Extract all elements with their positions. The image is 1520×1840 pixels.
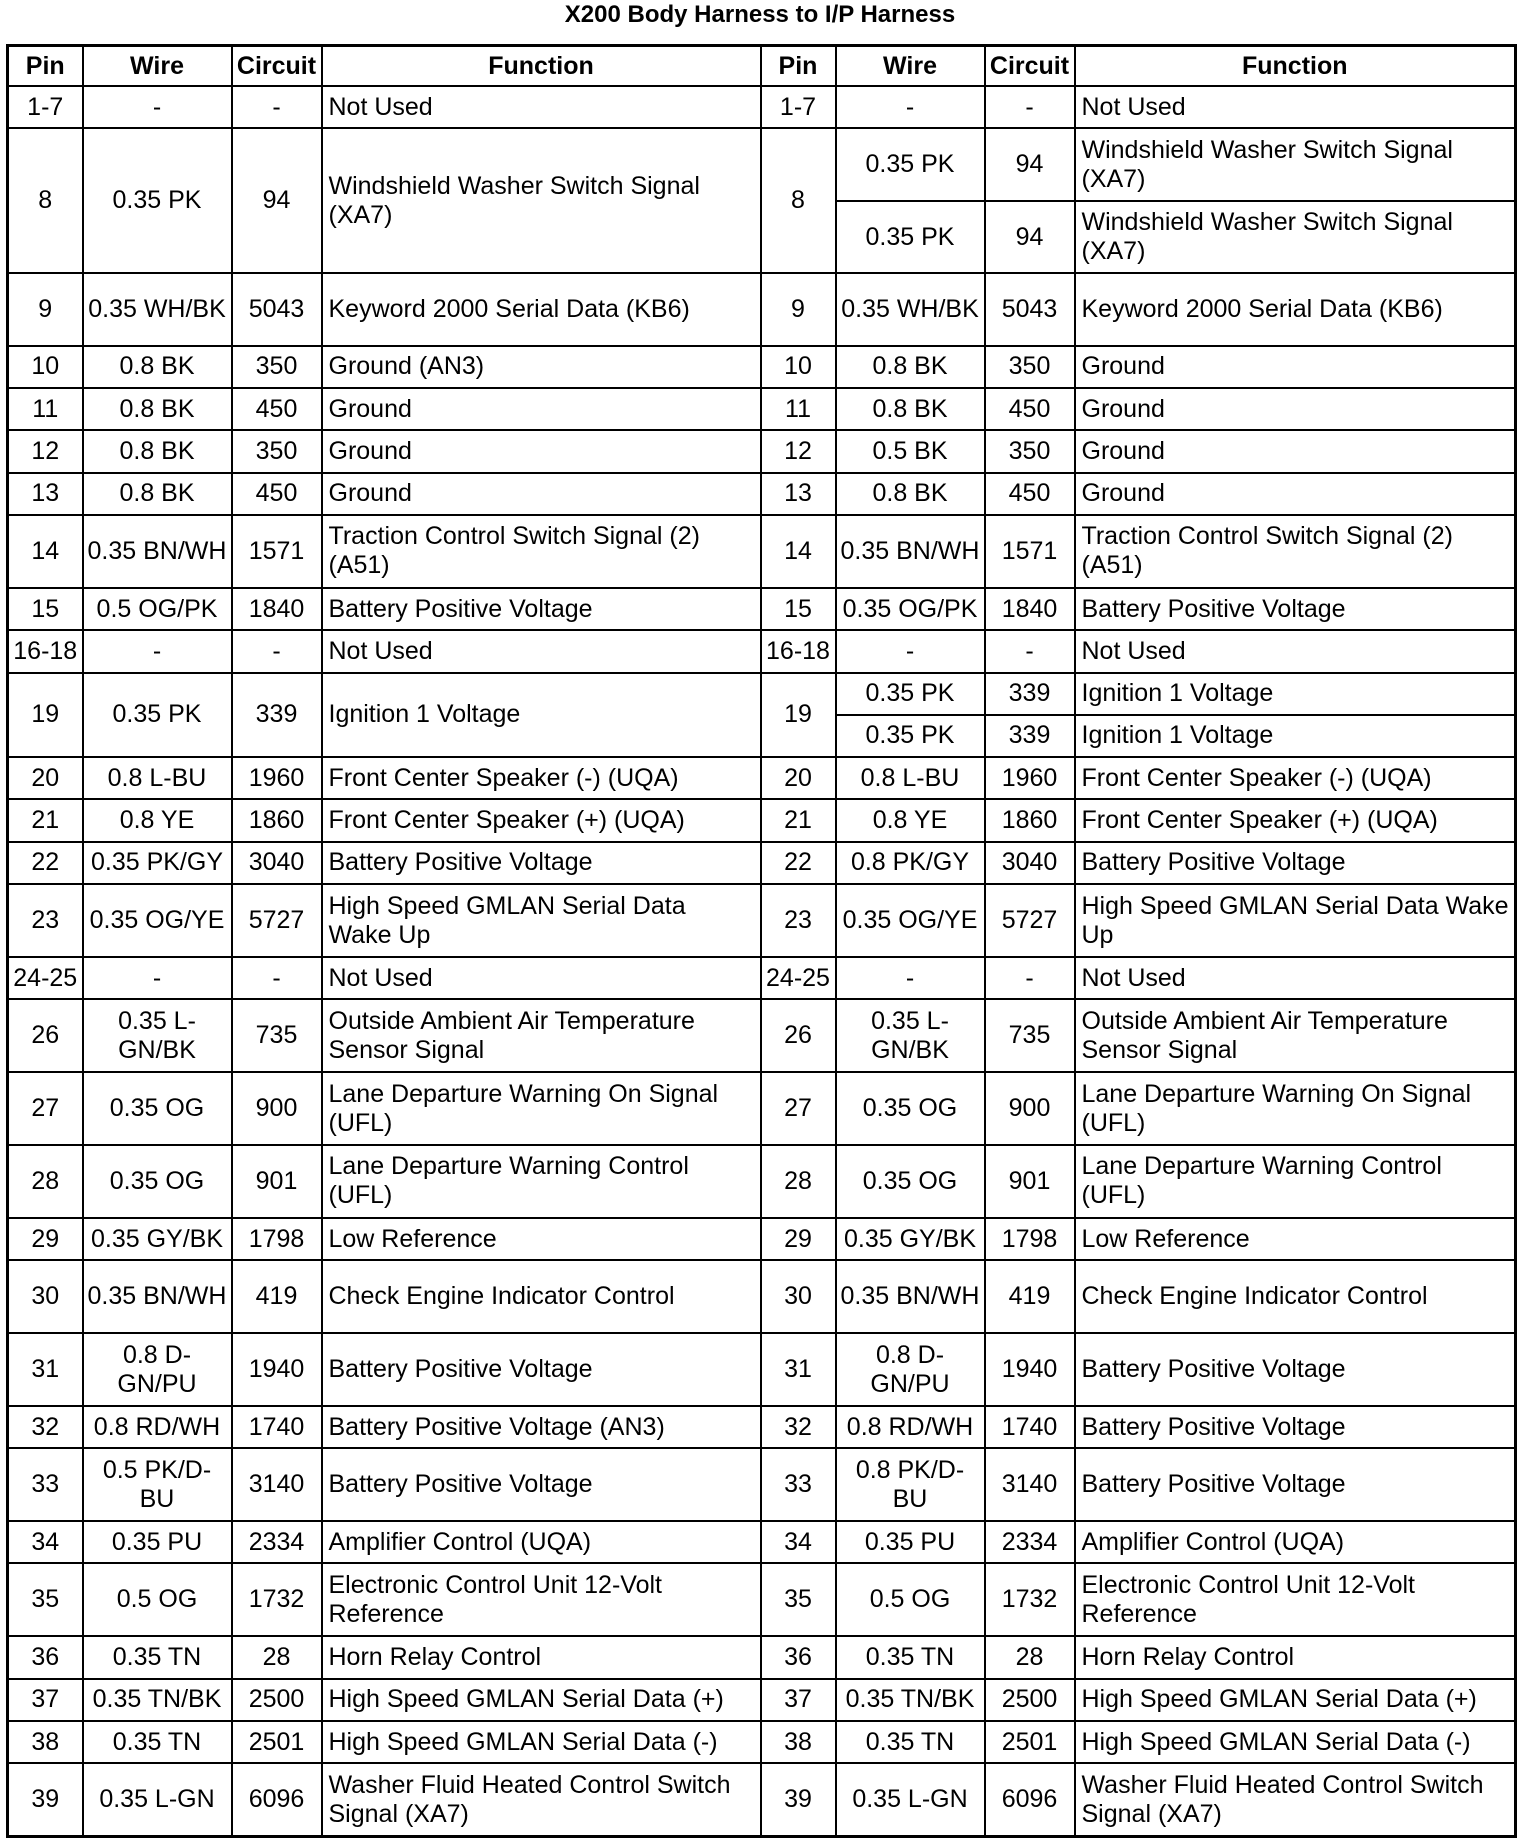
left-function-cell: High Speed GMLAN Serial Data (+)	[322, 1679, 761, 1721]
right-function-cell: Battery Positive Voltage	[1075, 1406, 1516, 1448]
left-wire-cell: 0.35 TN	[83, 1721, 232, 1763]
left-pin-cell: 8	[8, 128, 83, 273]
right-circuit-cell: 735	[985, 999, 1075, 1072]
right-circuit-cell: 901	[985, 1145, 1075, 1218]
left-function-cell: Ground	[322, 388, 761, 430]
left-function-cell: Horn Relay Control	[322, 1636, 761, 1678]
right-circuit-cell: 94	[985, 128, 1075, 201]
right-wire-cell: 0.35 TN	[836, 1636, 985, 1678]
header-function-right: Function	[1075, 46, 1516, 87]
left-pin-cell: 20	[8, 757, 83, 799]
table-row	[8, 1521, 1516, 1563]
right-function-cell: Windshield Washer Switch Signal (XA7)	[1075, 201, 1516, 273]
right-function-cell: Amplifier Control (UQA)	[1075, 1521, 1516, 1563]
table-row	[8, 673, 1516, 715]
right-wire-cell: 0.35 BN/WH	[836, 515, 985, 588]
left-circuit-cell: -	[232, 957, 322, 999]
left-circuit-cell: 1732	[232, 1563, 322, 1636]
left-function-cell: Washer Fluid Heated Control Switch Signal (XA7)	[322, 1763, 761, 1836]
right-function-cell: Check Engine Indicator Control	[1075, 1260, 1516, 1333]
left-pin-cell: 26	[8, 999, 83, 1072]
left-wire-cell: 0.35 OG	[83, 1145, 232, 1218]
left-pin-cell: 33	[8, 1448, 83, 1521]
left-circuit-cell: 2334	[232, 1521, 322, 1563]
left-wire-cell: 0.35 PK	[83, 128, 232, 273]
right-function-cell: Ground	[1075, 473, 1516, 515]
table-row	[8, 1563, 1516, 1636]
table-row	[8, 346, 1516, 388]
left-circuit-cell: -	[232, 630, 322, 672]
left-circuit-cell: 900	[232, 1072, 322, 1145]
left-function-cell: High Speed GMLAN Serial Data Wake Up	[322, 884, 761, 957]
table-row	[8, 884, 1516, 957]
right-function-cell: Battery Positive Voltage	[1075, 1448, 1516, 1521]
left-function-cell: Check Engine Indicator Control	[322, 1260, 761, 1333]
right-function-cell: Front Center Speaker (+) (UQA)	[1075, 799, 1516, 841]
left-wire-cell: 0.35 OG/YE	[83, 884, 232, 957]
right-wire-cell: 0.35 WH/BK	[836, 273, 985, 346]
left-function-cell: Not Used	[322, 957, 761, 999]
right-function-cell: Ground	[1075, 346, 1516, 388]
left-wire-cell: 0.35 TN	[83, 1636, 232, 1678]
pinout-table	[6, 44, 1517, 1838]
left-function-cell: Ignition 1 Voltage	[322, 673, 761, 758]
right-wire-cell: 0.35 GY/BK	[836, 1218, 985, 1260]
right-wire-cell: 0.8 RD/WH	[836, 1406, 985, 1448]
table-row	[8, 273, 1516, 346]
left-circuit-cell: 1798	[232, 1218, 322, 1260]
right-wire-cell: 0.5 BK	[836, 430, 985, 472]
left-circuit-cell: 94	[232, 128, 322, 273]
right-wire-cell: 0.35 TN/BK	[836, 1679, 985, 1721]
left-function-cell: Outside Ambient Air Temperature Sensor Signal	[322, 999, 761, 1072]
left-pin-cell: 13	[8, 473, 83, 515]
left-pin-cell: 16-18	[8, 630, 83, 672]
left-pin-cell: 12	[8, 430, 83, 472]
left-pin-cell: 36	[8, 1636, 83, 1678]
left-circuit-cell: 6096	[232, 1763, 322, 1836]
right-circuit-cell: 339	[985, 673, 1075, 715]
left-pin-cell: 38	[8, 1721, 83, 1763]
right-pin-cell: 27	[761, 1072, 836, 1145]
right-pin-cell: 30	[761, 1260, 836, 1333]
right-pin-cell: 11	[761, 388, 836, 430]
left-function-cell: Not Used	[322, 630, 761, 672]
left-pin-cell: 22	[8, 842, 83, 884]
right-function-cell: Keyword 2000 Serial Data (KB6)	[1075, 273, 1516, 346]
left-wire-cell: 0.5 OG	[83, 1563, 232, 1636]
left-wire-cell: -	[83, 630, 232, 672]
right-pin-cell: 35	[761, 1563, 836, 1636]
left-wire-cell: 0.35 TN/BK	[83, 1679, 232, 1721]
right-wire-cell: 0.35 OG/PK	[836, 588, 985, 630]
right-pin-cell: 9	[761, 273, 836, 346]
left-wire-cell: 0.35 WH/BK	[83, 273, 232, 346]
left-pin-cell: 31	[8, 1333, 83, 1406]
left-circuit-cell: 5727	[232, 884, 322, 957]
left-pin-cell: 14	[8, 515, 83, 588]
left-function-cell: Lane Departure Warning Control (UFL)	[322, 1145, 761, 1218]
right-wire-cell: -	[836, 957, 985, 999]
table-row	[8, 1218, 1516, 1260]
left-wire-cell: 0.35 PK	[83, 673, 232, 758]
right-pin-cell: 13	[761, 473, 836, 515]
right-pin-cell: 1-7	[761, 86, 836, 128]
page-title: X200 Body Harness to I/P Harness	[564, 1, 956, 28]
right-circuit-cell: 6096	[985, 1763, 1075, 1836]
right-wire-cell: 0.5 OG	[836, 1563, 985, 1636]
right-circuit-cell: -	[985, 630, 1075, 672]
right-circuit-cell: 3140	[985, 1448, 1075, 1521]
right-circuit-cell: 94	[985, 201, 1075, 273]
table-row	[8, 799, 1516, 841]
right-function-cell: Washer Fluid Heated Control Switch Signal (XA7)	[1075, 1763, 1516, 1836]
left-function-cell: Battery Positive Voltage	[322, 588, 761, 630]
right-circuit-cell: 5727	[985, 884, 1075, 957]
right-pin-cell: 29	[761, 1218, 836, 1260]
table-row	[8, 473, 1516, 515]
table-row	[8, 999, 1516, 1072]
right-function-cell: Ignition 1 Voltage	[1075, 673, 1516, 715]
right-wire-cell: 0.8 D-GN/PU	[836, 1333, 985, 1406]
right-function-cell: Electronic Control Unit 12-Volt Reference	[1075, 1563, 1516, 1636]
right-function-cell: Windshield Washer Switch Signal (XA7)	[1075, 128, 1516, 201]
right-function-cell: Not Used	[1075, 957, 1516, 999]
right-function-cell: Horn Relay Control	[1075, 1636, 1516, 1678]
right-pin-cell: 8	[761, 128, 836, 273]
right-pin-cell: 14	[761, 515, 836, 588]
right-circuit-cell: 1732	[985, 1563, 1075, 1636]
left-wire-cell: 0.5 PK/D-BU	[83, 1448, 232, 1521]
right-pin-cell: 33	[761, 1448, 836, 1521]
table-row	[8, 1679, 1516, 1721]
table-row	[8, 1448, 1516, 1521]
left-circuit-cell: 450	[232, 388, 322, 430]
right-function-cell: Front Center Speaker (-) (UQA)	[1075, 757, 1516, 799]
right-function-cell: Lane Departure Warning Control (UFL)	[1075, 1145, 1516, 1218]
right-wire-cell: 0.8 BK	[836, 388, 985, 430]
left-function-cell: Battery Positive Voltage (AN3)	[322, 1406, 761, 1448]
left-wire-cell: 0.8 RD/WH	[83, 1406, 232, 1448]
table-row	[8, 430, 1516, 472]
header-function-left: Function	[322, 46, 761, 87]
right-circuit-cell: 1960	[985, 757, 1075, 799]
left-function-cell: Amplifier Control (UQA)	[322, 1521, 761, 1563]
left-pin-cell: 21	[8, 799, 83, 841]
right-pin-cell: 38	[761, 1721, 836, 1763]
right-circuit-cell: 450	[985, 473, 1075, 515]
left-circuit-cell: 419	[232, 1260, 322, 1333]
right-circuit-cell: 1840	[985, 588, 1075, 630]
left-function-cell: Traction Control Switch Signal (2) (A51)	[322, 515, 761, 588]
right-pin-cell: 16-18	[761, 630, 836, 672]
left-wire-cell: 0.35 BN/WH	[83, 1260, 232, 1333]
right-pin-cell: 19	[761, 673, 836, 758]
right-pin-cell: 24-25	[761, 957, 836, 999]
left-circuit-cell: 350	[232, 346, 322, 388]
left-circuit-cell: 901	[232, 1145, 322, 1218]
left-wire-cell: 0.8 D-GN/PU	[83, 1333, 232, 1406]
right-pin-cell: 39	[761, 1763, 836, 1836]
table-row	[8, 86, 1516, 128]
left-wire-cell: 0.8 BK	[83, 430, 232, 472]
left-function-cell: Front Center Speaker (+) (UQA)	[322, 799, 761, 841]
table-row	[8, 1721, 1516, 1763]
right-pin-cell: 26	[761, 999, 836, 1072]
table-row	[8, 1763, 1516, 1836]
left-wire-cell: 0.8 BK	[83, 346, 232, 388]
left-pin-cell: 27	[8, 1072, 83, 1145]
header-pin-left: Pin	[8, 46, 83, 87]
left-circuit-cell: 450	[232, 473, 322, 515]
right-function-cell: Battery Positive Voltage	[1075, 842, 1516, 884]
right-circuit-cell: -	[985, 86, 1075, 128]
left-circuit-cell: 1740	[232, 1406, 322, 1448]
right-circuit-cell: 2501	[985, 1721, 1075, 1763]
right-circuit-cell: 1940	[985, 1333, 1075, 1406]
right-function-cell: Not Used	[1075, 630, 1516, 672]
left-function-cell: Lane Departure Warning On Signal (UFL)	[322, 1072, 761, 1145]
right-wire-cell: 0.8 PK/GY	[836, 842, 985, 884]
right-function-cell: Traction Control Switch Signal (2) (A51)	[1075, 515, 1516, 588]
left-circuit-cell: 1840	[232, 588, 322, 630]
right-circuit-cell: 339	[985, 715, 1075, 757]
left-pin-cell: 34	[8, 1521, 83, 1563]
right-function-cell: High Speed GMLAN Serial Data Wake Up	[1075, 884, 1516, 957]
left-function-cell: High Speed GMLAN Serial Data (-)	[322, 1721, 761, 1763]
left-function-cell: Not Used	[322, 86, 761, 128]
table-row	[8, 588, 1516, 630]
left-circuit-cell: 28	[232, 1636, 322, 1678]
right-wire-cell: 0.35 OG	[836, 1072, 985, 1145]
right-pin-cell: 37	[761, 1679, 836, 1721]
right-circuit-cell: -	[985, 957, 1075, 999]
left-function-cell: Windshield Washer Switch Signal (XA7)	[322, 128, 761, 273]
right-pin-cell: 32	[761, 1406, 836, 1448]
right-wire-cell: -	[836, 630, 985, 672]
right-circuit-cell: 450	[985, 388, 1075, 430]
right-wire-cell: 0.35 BN/WH	[836, 1260, 985, 1333]
right-pin-cell: 36	[761, 1636, 836, 1678]
left-pin-cell: 15	[8, 588, 83, 630]
left-pin-cell: 37	[8, 1679, 83, 1721]
right-wire-cell: 0.35 PK	[836, 128, 985, 201]
table-row	[8, 1072, 1516, 1145]
right-pin-cell: 20	[761, 757, 836, 799]
left-circuit-cell: 1940	[232, 1333, 322, 1406]
right-wire-cell: 0.35 PK	[836, 201, 985, 273]
right-circuit-cell: 1740	[985, 1406, 1075, 1448]
table-row	[8, 757, 1516, 799]
left-function-cell: Keyword 2000 Serial Data (KB6)	[322, 273, 761, 346]
left-circuit-cell: -	[232, 86, 322, 128]
left-function-cell: Battery Positive Voltage	[322, 842, 761, 884]
table-row	[8, 388, 1516, 430]
table-row	[8, 128, 1516, 201]
right-circuit-cell: 28	[985, 1636, 1075, 1678]
left-circuit-cell: 1860	[232, 799, 322, 841]
right-pin-cell: 31	[761, 1333, 836, 1406]
right-wire-cell: 0.35 TN	[836, 1721, 985, 1763]
left-function-cell: Electronic Control Unit 12-Volt Reference	[322, 1563, 761, 1636]
left-wire-cell: 0.35 OG	[83, 1072, 232, 1145]
right-function-cell: Ground	[1075, 430, 1516, 472]
right-wire-cell: 0.8 PK/D-BU	[836, 1448, 985, 1521]
right-wire-cell: 0.35 PU	[836, 1521, 985, 1563]
right-function-cell: High Speed GMLAN Serial Data (-)	[1075, 1721, 1516, 1763]
left-wire-cell: -	[83, 86, 232, 128]
left-circuit-cell: 5043	[232, 273, 322, 346]
right-wire-cell: 0.8 YE	[836, 799, 985, 841]
right-function-cell: Low Reference	[1075, 1218, 1516, 1260]
left-wire-cell: 0.8 L-BU	[83, 757, 232, 799]
left-circuit-cell: 350	[232, 430, 322, 472]
right-wire-cell: 0.8 BK	[836, 473, 985, 515]
right-circuit-cell: 1571	[985, 515, 1075, 588]
right-circuit-cell: 1860	[985, 799, 1075, 841]
left-circuit-cell: 3140	[232, 1448, 322, 1521]
left-pin-cell: 32	[8, 1406, 83, 1448]
left-function-cell: Ground (AN3)	[322, 346, 761, 388]
right-wire-cell: 0.35 OG	[836, 1145, 985, 1218]
right-wire-cell: 0.35 L-GN	[836, 1763, 985, 1836]
header-row	[8, 46, 1516, 87]
left-circuit-cell: 1960	[232, 757, 322, 799]
right-pin-cell: 23	[761, 884, 836, 957]
header-circuit-right: Circuit	[985, 46, 1075, 87]
left-wire-cell: 0.8 BK	[83, 388, 232, 430]
left-circuit-cell: 2501	[232, 1721, 322, 1763]
right-wire-cell: 0.35 PK	[836, 673, 985, 715]
right-circuit-cell: 350	[985, 346, 1075, 388]
left-pin-cell: 9	[8, 273, 83, 346]
left-pin-cell: 1-7	[8, 86, 83, 128]
right-function-cell: High Speed GMLAN Serial Data (+)	[1075, 1679, 1516, 1721]
left-function-cell: Battery Positive Voltage	[322, 1333, 761, 1406]
left-wire-cell: 0.35 GY/BK	[83, 1218, 232, 1260]
right-pin-cell: 12	[761, 430, 836, 472]
right-wire-cell: 0.35 PK	[836, 715, 985, 757]
left-circuit-cell: 1571	[232, 515, 322, 588]
left-pin-cell: 29	[8, 1218, 83, 1260]
left-wire-cell: 0.35 PU	[83, 1521, 232, 1563]
left-pin-cell: 30	[8, 1260, 83, 1333]
right-pin-cell: 28	[761, 1145, 836, 1218]
left-wire-cell: 0.8 BK	[83, 473, 232, 515]
left-function-cell: Battery Positive Voltage	[322, 1448, 761, 1521]
right-wire-cell: 0.35 OG/YE	[836, 884, 985, 957]
right-pin-cell: 10	[761, 346, 836, 388]
header-pin-right: Pin	[761, 46, 836, 87]
left-wire-cell: -	[83, 957, 232, 999]
table-row	[8, 1636, 1516, 1678]
left-pin-cell: 24-25	[8, 957, 83, 999]
right-circuit-cell: 419	[985, 1260, 1075, 1333]
left-pin-cell: 23	[8, 884, 83, 957]
left-circuit-cell: 3040	[232, 842, 322, 884]
header-wire-left: Wire	[83, 46, 232, 87]
right-pin-cell: 21	[761, 799, 836, 841]
left-circuit-cell: 735	[232, 999, 322, 1072]
left-pin-cell: 19	[8, 673, 83, 758]
table-row	[8, 957, 1516, 999]
right-circuit-cell: 5043	[985, 273, 1075, 346]
table-row	[8, 1145, 1516, 1218]
right-circuit-cell: 3040	[985, 842, 1075, 884]
table-row	[8, 1406, 1516, 1448]
right-circuit-cell: 900	[985, 1072, 1075, 1145]
right-wire-cell: 0.8 BK	[836, 346, 985, 388]
table-row	[8, 842, 1516, 884]
right-circuit-cell: 2334	[985, 1521, 1075, 1563]
left-function-cell: Front Center Speaker (-) (UQA)	[322, 757, 761, 799]
left-function-cell: Low Reference	[322, 1218, 761, 1260]
left-function-cell: Ground	[322, 473, 761, 515]
left-wire-cell: 0.35 L-GN/BK	[83, 999, 232, 1072]
left-circuit-cell: 2500	[232, 1679, 322, 1721]
left-pin-cell: 28	[8, 1145, 83, 1218]
pinout-table-body	[8, 86, 1516, 1837]
right-pin-cell: 34	[761, 1521, 836, 1563]
right-pin-cell: 15	[761, 588, 836, 630]
right-circuit-cell: 1798	[985, 1218, 1075, 1260]
right-function-cell: Not Used	[1075, 86, 1516, 128]
table-row	[8, 1260, 1516, 1333]
left-wire-cell: 0.35 PK/GY	[83, 842, 232, 884]
right-pin-cell: 22	[761, 842, 836, 884]
right-circuit-cell: 2500	[985, 1679, 1075, 1721]
right-wire-cell: 0.8 L-BU	[836, 757, 985, 799]
header-wire-right: Wire	[836, 46, 985, 87]
left-wire-cell: 0.8 YE	[83, 799, 232, 841]
left-wire-cell: 0.35 L-GN	[83, 1763, 232, 1836]
left-pin-cell: 35	[8, 1563, 83, 1636]
right-function-cell: Lane Departure Warning On Signal (UFL)	[1075, 1072, 1516, 1145]
right-function-cell: Battery Positive Voltage	[1075, 1333, 1516, 1406]
right-wire-cell: -	[836, 86, 985, 128]
header-circuit-left: Circuit	[232, 46, 322, 87]
table-row	[8, 1333, 1516, 1406]
left-pin-cell: 10	[8, 346, 83, 388]
right-function-cell: Battery Positive Voltage	[1075, 588, 1516, 630]
left-wire-cell: 0.35 BN/WH	[83, 515, 232, 588]
right-circuit-cell: 350	[985, 430, 1075, 472]
left-circuit-cell: 339	[232, 673, 322, 758]
right-function-cell: Ground	[1075, 388, 1516, 430]
table-row	[8, 515, 1516, 588]
right-function-cell: Outside Ambient Air Temperature Sensor Signal	[1075, 999, 1516, 1072]
left-wire-cell: 0.5 OG/PK	[83, 588, 232, 630]
left-pin-cell: 39	[8, 1763, 83, 1836]
left-function-cell: Ground	[322, 430, 761, 472]
right-function-cell: Ignition 1 Voltage	[1075, 715, 1516, 757]
left-pin-cell: 11	[8, 388, 83, 430]
right-wire-cell: 0.35 L-GN/BK	[836, 999, 985, 1072]
table-row	[8, 630, 1516, 672]
